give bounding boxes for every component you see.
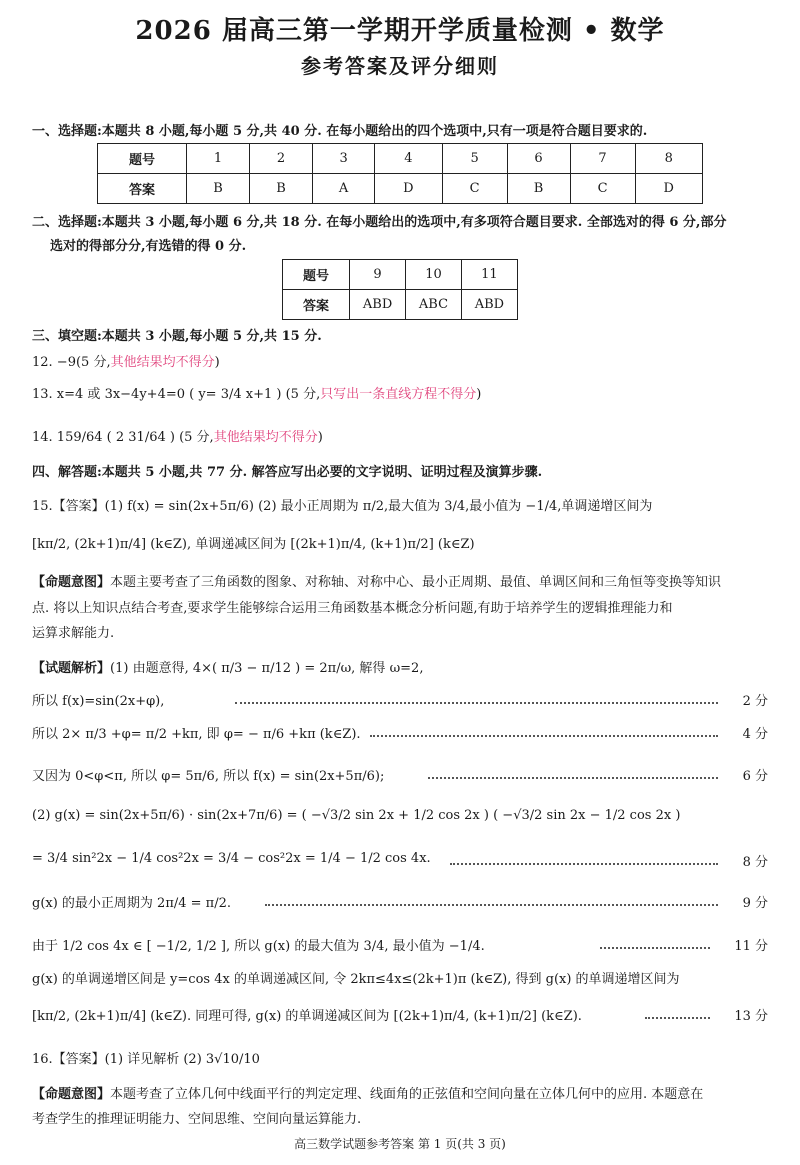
answer-12-main: 12. −9(5 分,	[32, 355, 111, 370]
answer-13-end: )	[476, 387, 482, 402]
answer-table-1	[97, 143, 703, 204]
score-mark: 8 分	[742, 855, 768, 870]
page-footer: 高三数学试题参考答案 第 1 页(共 3 页)	[294, 1137, 506, 1151]
table-cell: 7	[570, 144, 635, 174]
table-cell: B	[187, 174, 250, 204]
answer-14	[32, 426, 323, 445]
table-header-cell: 题号	[283, 260, 350, 290]
table-cell: 5	[442, 144, 507, 174]
table-cell: 8	[635, 144, 702, 174]
section-2-heading-cont: 选对的得部分分,有选错的得 0 分.	[50, 239, 247, 254]
answer-13-main: 13. x=4 或 3x−4y+4=0 ( y= 3/4 x+1 ) (5 分,	[32, 387, 321, 402]
q15-answer-line-2: [kπ/2, (2k+1)π/4] (k∈Z), 单调递减区间为 [(2k+1)π/4, (k+1)π/2] (k∈Z)	[32, 537, 475, 552]
leader-dots	[645, 1017, 710, 1019]
analysis-label: 【试题解析】	[32, 661, 111, 676]
answer-13	[32, 383, 481, 402]
score-mark: 2 分	[742, 694, 768, 709]
intent-text: 本题考查了立体几何中线面平行的判定定理、线面角的正弦值和空间向量在立体几何中的应用. 本题意在	[110, 1087, 704, 1102]
document-title: 2026 届高三第一学期开学质量检测 • 数学	[135, 16, 665, 46]
intent-label: 【命题意图】	[32, 1087, 111, 1102]
q15-step-8: 由于 1/2 cos 4x ∈ [ −1/2, 1/2 ], 所以 g(x) 的最大值为 3/4, 最小值为 −1/4.	[32, 939, 485, 954]
section-3-heading: 三、填空题:本题共 3 小题,每小题 5 分,共 15 分.	[32, 329, 322, 344]
q15-intent-line-3: 运算求解能力.	[32, 626, 115, 641]
q15-step-9: g(x) 的单调递增区间是 y=cos 4x 的单调递减区间, 令 2kπ≤4x≤(2k+1)π (k∈Z), 得到 g(x) 的单调递增区间为	[32, 972, 680, 987]
q15-intent-line-1	[32, 571, 721, 590]
answer-14-main: 14. 159/64 ( 2 31/64 ) (5 分,	[32, 430, 214, 445]
intent-text: 本题主要考查了三角函数的图象、对称轴、对称中心、最小正周期、最值、单调区间和三角恒等变换等知识	[110, 575, 722, 590]
table-cell: ABC	[406, 290, 462, 320]
answer-12	[32, 351, 220, 370]
table-cell: A	[313, 174, 375, 204]
q16-answer-line: 16.【答案】(1) 详见解析 (2) 3√10/10	[32, 1052, 260, 1067]
answer-12-end: )	[214, 355, 220, 370]
q16-intent-line-1	[32, 1083, 703, 1102]
analysis-text: (1) 由题意得, 4×( π/3 − π/12 ) = 2π/ω, 解得 ω=2,	[110, 661, 424, 676]
table-cell: C	[442, 174, 507, 204]
table-cell: 2	[250, 144, 313, 174]
score-mark: 11 分	[734, 939, 768, 954]
table-header-cell: 答案	[98, 174, 187, 204]
table-header-cell: 答案	[283, 290, 350, 320]
leader-dots	[428, 777, 718, 779]
table-cell: D	[635, 174, 702, 204]
q15-intent-line-2: 点. 将以上知识点结合考查,要求学生能够综合运用三角函数基本概念分析问题,有助于培养学生的逻辑推理能力和	[32, 601, 673, 616]
section-4-heading: 四、解答题:本题共 5 小题,共 77 分. 解答应写出必要的文字说明、证明过程及演算步骤.	[32, 465, 543, 480]
table-cell: 11	[461, 260, 517, 290]
answer-13-note: 只写出一条直线方程不得分	[320, 387, 477, 402]
leader-dots	[235, 702, 718, 704]
score-mark: 13 分	[734, 1009, 768, 1024]
q15-answer-line-1: 15.【答案】(1) f(x) = sin(2x+5π/6) (2) 最小正周期为 π/2,最大值为 3/4,最小值为 −1/4,单调递增区间为	[32, 499, 653, 514]
table-header-cell: 题号	[98, 144, 187, 174]
answer-14-end: )	[317, 430, 323, 445]
leader-dots	[370, 735, 718, 737]
q15-step-3: 所以 2× π/3 +φ= π/2 +kπ, 即 φ= − π/6 +kπ (k∈Z).	[32, 727, 361, 742]
answer-12-note: 其他结果均不得分	[110, 355, 215, 370]
score-mark: 6 分	[742, 769, 768, 784]
q15-step-6: = 3/4 sin²2x − 1/4 cos²2x = 3/4 − cos²2x = 1/4 − 1/2 cos 4x.	[32, 851, 431, 866]
table-cell: 9	[350, 260, 406, 290]
document-subtitle: 参考答案及评分细则	[301, 54, 499, 78]
table-cell: B	[250, 174, 313, 204]
q15-analysis-line-1	[32, 657, 423, 676]
section-2-heading: 二、选择题:本题共 3 小题,每小题 6 分,共 18 分. 在每小题给出的选项中,有多项符合题目要求. 全部选对的得 6 分,部分	[32, 215, 727, 230]
q15-step-7: g(x) 的最小正周期为 2π/4 = π/2.	[32, 896, 232, 911]
intent-label: 【命题意图】	[32, 575, 111, 590]
table-row	[98, 174, 703, 204]
q16-intent-line-2: 考查学生的推理证明能力、空间思维、空间向量运算能力.	[32, 1112, 362, 1127]
table-row	[283, 290, 518, 320]
table-cell: 10	[406, 260, 462, 290]
table-cell: ABD	[350, 290, 406, 320]
answer-table-2	[282, 259, 518, 320]
table-cell: 1	[187, 144, 250, 174]
table-cell: ABD	[461, 290, 517, 320]
table-cell: D	[375, 174, 442, 204]
q15-step-10: [kπ/2, (2k+1)π/4] (k∈Z). 同理可得, g(x) 的单调递减区间为 [(2k+1)π/4, (k+1)π/2] (k∈Z).	[32, 1009, 582, 1024]
table-cell: C	[570, 174, 635, 204]
table-cell: 4	[375, 144, 442, 174]
score-mark: 9 分	[742, 896, 768, 911]
answer-14-note: 其他结果均不得分	[213, 430, 318, 445]
score-mark: 4 分	[742, 727, 768, 742]
q15-step-4: 又因为 0<φ<π, 所以 φ= 5π/6, 所以 f(x) = sin(2x+5π/6);	[32, 769, 385, 784]
table-cell: 3	[313, 144, 375, 174]
table-cell: 6	[507, 144, 570, 174]
leader-dots	[450, 863, 718, 865]
table-row	[98, 144, 703, 174]
q15-step-2: 所以 f(x)=sin(2x+φ),	[32, 694, 165, 709]
q15-step-5: (2) g(x) = sin(2x+5π/6) · sin(2x+7π/6) = ( −√3/2 sin 2x + 1/2 cos 2x ) ( −√3/2 sin 2x − 1/2 cos 2x )	[32, 808, 681, 823]
section-1-heading: 一、选择题:本题共 8 小题,每小题 5 分,共 40 分. 在每小题给出的四个选项中,只有一项是符合题目要求的.	[32, 124, 648, 139]
leader-dots	[600, 947, 710, 949]
table-row	[283, 260, 518, 290]
leader-dots	[265, 904, 718, 906]
table-cell: B	[507, 174, 570, 204]
